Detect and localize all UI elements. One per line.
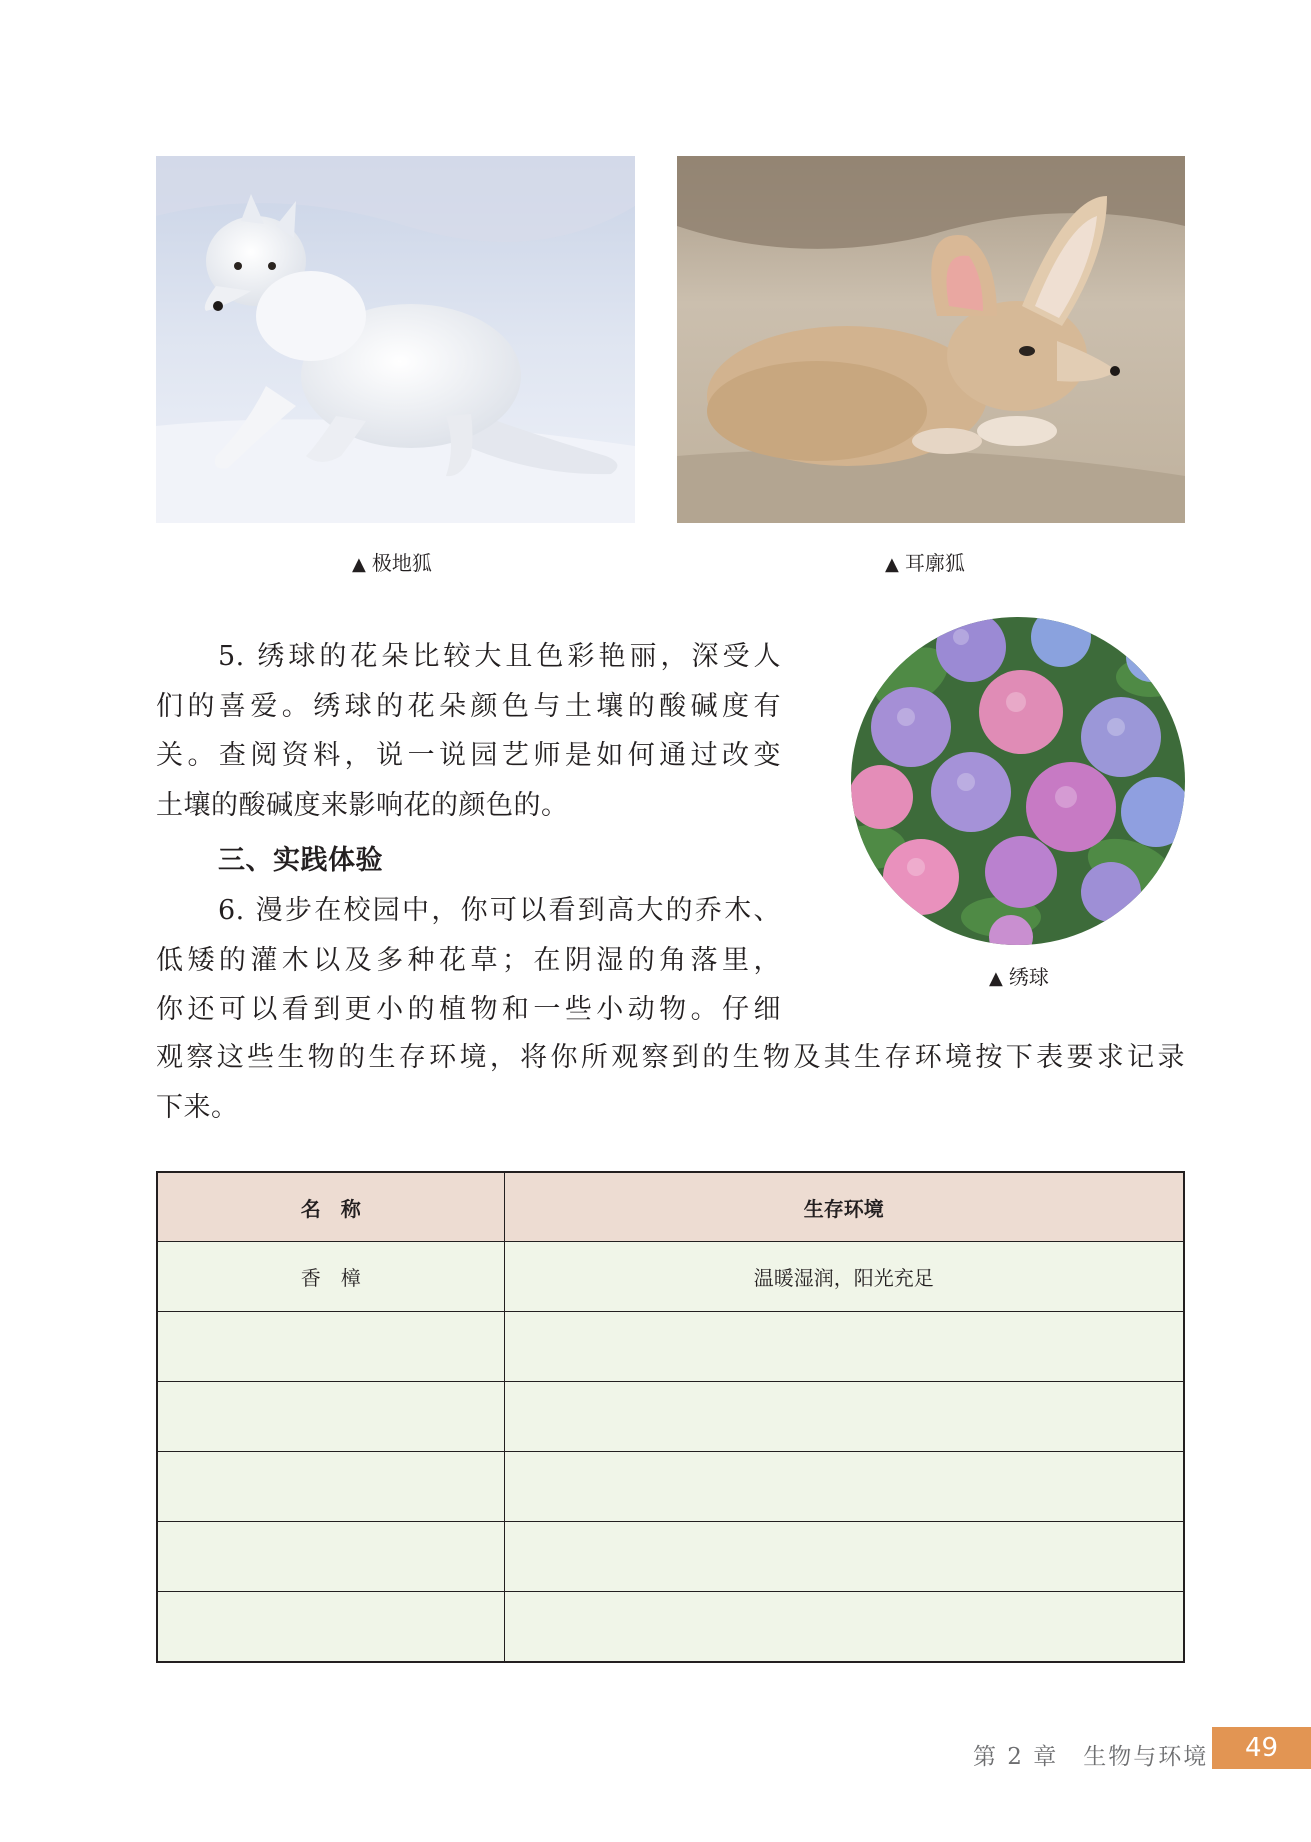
cell-organism-blank[interactable]	[157, 1312, 504, 1382]
cell-organism-blank[interactable]	[157, 1522, 504, 1592]
question-5-line: 关。查阅资料，说一说园艺师是如何通过改变	[156, 740, 781, 771]
question-5	[156, 632, 781, 830]
page-number: 49	[1212, 1727, 1311, 1769]
cell-environment-blank[interactable]	[504, 1592, 1184, 1663]
table-row	[157, 1242, 1184, 1312]
arctic-fox-photo	[156, 156, 635, 523]
question-5-line: 土壤的酸碱度来影响花的颜色的。	[156, 789, 569, 821]
table-row	[157, 1312, 1184, 1382]
question-6-line: 你还可以看到更小的植物和一些小动物。仔细	[156, 994, 781, 1025]
caption-text: 耳廓狐	[904, 551, 965, 575]
question-6	[156, 886, 781, 1035]
cell-organism-blank[interactable]	[157, 1382, 504, 1452]
cell-environment: 温暖湿润，阳光充足	[504, 1242, 1184, 1312]
header-name: 名 称	[157, 1172, 504, 1242]
arctic-fox-caption	[352, 547, 432, 576]
hydrangea-photo	[851, 617, 1185, 945]
question-6-line: 低矮的灌木以及多种花草；在阴湿的角落里，	[156, 944, 781, 976]
header-environment: 生存环境	[504, 1172, 1184, 1242]
question-5-line: 5. 绣球的花朵比较大且色彩艳丽，深受人	[218, 641, 781, 672]
cell-environment-blank[interactable]	[504, 1452, 1184, 1522]
chapter-title: 第 2 章 生物与环境	[973, 1744, 1209, 1770]
table-header-row	[157, 1172, 1184, 1242]
table-row	[157, 1382, 1184, 1452]
cell-organism-blank[interactable]	[157, 1452, 504, 1522]
question-6-line: 6. 漫步在校园中，你可以看到高大的乔木、	[218, 895, 781, 926]
cell-environment-blank[interactable]	[504, 1312, 1184, 1382]
table-row	[157, 1522, 1184, 1592]
fennec-fox-caption	[885, 547, 965, 576]
cell-organism-blank[interactable]	[157, 1592, 504, 1663]
question-6-line: 下来。	[156, 1091, 239, 1123]
triangle-marker-icon: ▲	[885, 554, 899, 575]
caption-text: 绣球	[1008, 965, 1049, 989]
hydrangea-caption	[989, 961, 1049, 990]
question-6-line: 观察这些生物的生存环境，将你所观察到的生物及其生存环境按下表要求记录	[156, 1042, 1185, 1073]
cell-environment-blank[interactable]	[504, 1522, 1184, 1592]
section-heading: 三、实践体验	[218, 845, 383, 876]
observation-table	[156, 1171, 1185, 1663]
cell-environment-blank[interactable]	[504, 1382, 1184, 1452]
table-row	[157, 1592, 1184, 1663]
cell-organism: 香 樟	[157, 1242, 504, 1312]
triangle-marker-icon: ▲	[989, 968, 1003, 989]
table-row	[157, 1452, 1184, 1522]
caption-text: 极地狐	[371, 551, 432, 575]
question-6-continued	[156, 1033, 1185, 1132]
triangle-marker-icon: ▲	[352, 554, 366, 575]
fennec-fox-photo	[677, 156, 1185, 523]
question-5-line: 们的喜爱。绣球的花朵颜色与土壤的酸碱度有	[156, 690, 781, 722]
